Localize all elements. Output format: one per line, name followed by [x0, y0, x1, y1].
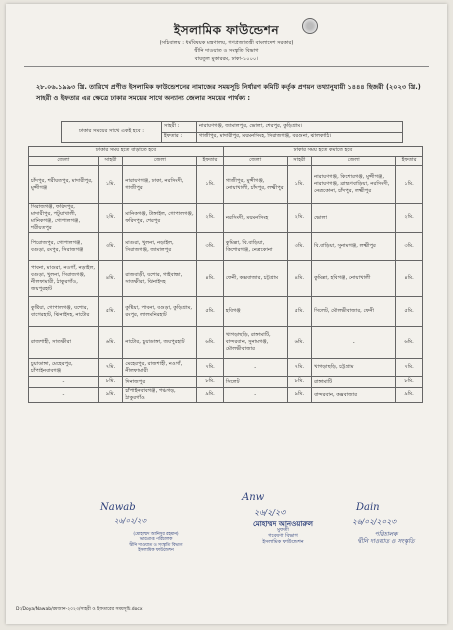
sub-iftar-districts: কুমিল্লা, হবিগঞ্জ, নোয়াখালী	[312, 261, 396, 297]
sub-iftar-districts: বি.বাড়িয়া, সুনামগঞ্জ, লক্ষ্মীপুর	[312, 233, 396, 261]
sub-iftar-districts: খাগড়াছড়ি, চট্টগ্রাম	[312, 359, 396, 377]
iftar-label: ইফতার :	[162, 132, 197, 143]
add-sahri-minutes: ৮মি.	[98, 377, 123, 388]
left-stamp-org: ইসলামিক ফাউন্ডেশন	[138, 548, 174, 554]
add-sahri-minutes: ৬মি.	[98, 327, 123, 359]
add-iftar-districts: চাঁপাইনবাবগঞ্জ, পঞ্চগড়, ঠাকুরগাঁও	[123, 388, 197, 403]
sub-iftar-districts: -	[312, 327, 396, 359]
sub-sahri-minutes: ৮মি.	[287, 377, 312, 388]
right-signature: Dain	[356, 502, 380, 513]
add-iftar-districts: নাটোর, চুয়াডাঙ্গা, জয়পুরহাট	[123, 327, 197, 359]
sub-sahri-minutes: ৯মি.	[287, 388, 312, 403]
sub-iftar-districts: ভোলা	[312, 204, 396, 233]
sub-sahri-minutes: ৭মি.	[287, 359, 312, 377]
add-iftar-minutes: ৮মি.	[197, 377, 224, 388]
sub-iftar-districts: বান্দরবান, কক্সবাজার	[312, 388, 396, 403]
sub-iftar-minutes: ৬মি.	[396, 327, 423, 359]
table-row	[29, 261, 423, 297]
right-sign-date: ২৬/০২/২০২৩	[352, 517, 397, 526]
add-iftar-districts: মেহেরপুর, রাজশাহী, নওগাঁ, নীলফামারী	[123, 359, 197, 377]
add-sahri-districts: পাবনা, মাগুরা, নওগাঁ, নড়াইল, বগুড়া, খুলনা, সিরাজগঞ্জ, নীলফামারী, ঠাকুরগাঁও, জয়পুরহাট	[29, 261, 99, 297]
add-iftar-minutes: ৯মি.	[197, 388, 224, 403]
address: বায়তুল মুকাররম, ঢাকা-১০০০।	[194, 56, 259, 62]
add-iftar-minutes: ২মি.	[197, 204, 224, 233]
org-title: ইসলামিক ফাউন্ডেশন	[173, 23, 280, 37]
middle-signature: Anw	[242, 492, 265, 503]
sub-iftar-minutes: ৭মি.	[396, 359, 423, 377]
add-iftar-minutes: ৬মি.	[197, 327, 224, 359]
summary-table	[61, 121, 403, 143]
sub-iftar-minutes: ৫মি.	[396, 297, 423, 327]
add-iftar-minutes: ৭মি.	[197, 359, 224, 377]
sub-iftar-minutes: ৩মি.	[396, 233, 423, 261]
header-subtract-time: ঢাকার সময় হতে কমাতে হবে	[223, 147, 422, 157]
col-iftar: ইফতার	[396, 156, 423, 166]
sub-sahri-districts: -	[223, 359, 287, 377]
sub-iftar-districts: সিলেট, মৌলভীবাজার, ফেনী	[312, 297, 396, 327]
right-stamp-dept: দ্বীনি দাওয়াত ও সংস্কৃতি	[357, 538, 415, 545]
middle-stamp-org: ইসলামিক ফাউন্ডেশন	[262, 539, 304, 545]
table-row	[29, 166, 423, 204]
middle-stamp-title: মুফতী	[277, 527, 289, 533]
add-sahri-districts: রাজশাহী, সাতক্ষীরা	[29, 327, 99, 359]
right-stamp-name: পরিচালক	[374, 531, 398, 538]
add-sahri-minutes: ৩মি.	[98, 233, 123, 261]
col-sahri: সাহরী	[287, 156, 312, 166]
col-district: জেলা	[223, 156, 287, 166]
right-stamp	[346, 531, 426, 545]
sub-iftar-minutes: ৪মি.	[396, 261, 423, 297]
table-row	[29, 233, 423, 261]
middle-sign-date: ২৬/২/২৩	[254, 508, 286, 517]
intro-paragraph: ২৮.০৬.১৯৯৩ খ্রি. তারিখে প্রণীত ইসলামিক ফাউন্ডেশনের নামাজের সময়সূচি নির্ধারণ কমিটি কর্তৃক প্রণয়ন তথ্যানুযায়ী ১৪৪৪ হিজরী (২০২৩ খ্রি.) সাহরী ও ইফতার এর ক্ষেত্রে ঢাকার সময়ের সাথে অন্যান্য জেলার সময়ের পার্থক্য :	[36, 83, 421, 102]
table-row	[29, 359, 423, 377]
summary-label: ঢাকার সময়ের সাথে একই হবে :	[62, 122, 162, 143]
sub-sahri-minutes: ১মি.	[287, 166, 312, 204]
table-row	[29, 327, 423, 359]
sub-sahri-districts: খাগড়াছড়ি, রাঙ্গামাটি, বান্দরবান, সুনামগঞ্জ, মৌলভীবাজার	[223, 327, 287, 359]
table-row	[29, 297, 423, 327]
add-iftar-minutes: ৪মি.	[197, 261, 224, 297]
add-sahri-minutes: ৯মি.	[98, 388, 123, 403]
sub-sahri-districts: সিলেট	[223, 377, 287, 388]
add-sahri-districts: -	[29, 388, 99, 403]
header-add-time: ঢাকার সময় হতে বাড়াতে হবে	[29, 147, 224, 157]
middle-stamp-dept: গবেষণা বিভাগ	[268, 533, 298, 539]
sub-sahri-districts: -	[223, 388, 287, 403]
middle-stamp-name: মোহাম্মদ আনওয়ারুল	[252, 520, 313, 528]
left-stamp-dept: দ্বীনি দাওয়াত ও সংস্কৃতি বিভাগ	[129, 542, 183, 548]
add-iftar-districts: মানিকগঞ্জ, টাঙ্গাইল, গোপালগঞ্জ, ফরিদপুর, শেরপুর	[123, 204, 197, 233]
add-iftar-minutes: ৩মি.	[197, 233, 224, 261]
add-iftar-districts: দিনাজপুর	[123, 377, 197, 388]
add-sahri-districts: চাঁদপুর, শরীয়তপুর, মাদারীপুর, মুন্সীগঞ্জ	[29, 166, 99, 204]
left-signature: Nawab	[100, 502, 136, 513]
sub-sahri-minutes: ২মি.	[287, 204, 312, 233]
add-sahri-districts: পিরোজপুর, গোপালগঞ্জ, বগুড়া, রংপুর, সিরাজগঞ্জ	[29, 233, 99, 261]
add-sahri-districts: -	[29, 377, 99, 388]
sahri-same-districts: নারায়ণগঞ্জ, জামালপুর, ভোলা, শেরপুর, কুড়িগ্রাম।	[197, 122, 403, 133]
add-sahri-districts: সিরাজগঞ্জ, ফরিদপুর, মাদারীপুর, পটুয়াখালী, মানিকগঞ্জ, গোপালগঞ্জ, শরীয়তপুর	[29, 204, 99, 233]
add-sahri-districts: কুষ্টিয়া, গোপালগঞ্জ, যশোর, বাগেরহাট, ঝিনাইদহ, নাটোর	[29, 297, 99, 327]
left-sign-date: ২৬/০২/২৩	[114, 517, 147, 525]
col-district: জেলা	[29, 156, 99, 166]
sub-sahri-minutes: ৫মি.	[287, 297, 312, 327]
add-iftar-districts: মাগুরা, খুলনা, নড়াইল, সিরাজগঞ্জ, জামালপুর	[123, 233, 197, 261]
col-sahri: সাহরী	[98, 156, 123, 166]
left-stamp	[96, 532, 216, 554]
document-page	[6, 4, 447, 624]
org-subtitle: (সচিবালয় : ধর্মবিষয়ক মন্ত্রণালয়, গণপ্রজাতন্ত্রী বাংলাদেশ সরকার)	[159, 40, 294, 46]
add-iftar-districts: রাজবাড়ী, যশোর, গাইবান্ধা, সাতক্ষীরা, ঝিনাইদহ	[123, 261, 197, 297]
sub-sahri-districts: ফেনী, কক্সবাজার, চট্টগ্রাম	[223, 261, 287, 297]
sub-iftar-minutes: ২মি.	[396, 204, 423, 233]
header-divider	[24, 66, 429, 67]
sub-iftar-minutes: ৯মি.	[396, 388, 423, 403]
sub-iftar-districts: রাঙ্গামাটি	[312, 377, 396, 388]
add-sahri-minutes: ২মি.	[98, 204, 123, 233]
col-district: জেলা	[312, 156, 396, 166]
sub-sahri-districts: নরসিংদী, ময়মনসিংহ	[223, 204, 287, 233]
table-row	[29, 204, 423, 233]
add-iftar-districts: কুষ্টিয়া, পাবনা, বগুড়া, কুড়িগ্রাম, রংপুর, লালমনিরহাট	[123, 297, 197, 327]
footer-file-path: D:/Doya/Nawab/রমজান-২০২৩/সাহরী ও ইফতারের সময়সূচি.docx	[16, 607, 143, 612]
sub-sahri-minutes: ৪মি.	[287, 261, 312, 297]
sub-sahri-districts: হবিগঞ্জ	[223, 297, 287, 327]
add-sahri-minutes: ১মি.	[98, 166, 123, 204]
sub-iftar-minutes: ৮মি.	[396, 377, 423, 388]
table-row	[29, 388, 423, 403]
add-iftar-minutes: ৫মি.	[197, 297, 224, 327]
left-stamp-name: (মোহাম্মদ আনিসুর রহমান)	[133, 532, 179, 537]
department: দ্বীনি দাওয়াত ও সংস্কৃতি বিভাগ	[194, 48, 259, 54]
add-sahri-minutes: ৫মি.	[98, 297, 123, 327]
col-district: জেলা	[123, 156, 197, 166]
left-stamp-title: ভারপ্রাপ্ত পরিচালক	[139, 537, 173, 543]
sub-sahri-districts: কুমিল্লা, বি.বাড়িয়া, কিশোরগঞ্জ, নেত্রকোনা	[223, 233, 287, 261]
sub-iftar-minutes: ১মি.	[396, 166, 423, 204]
add-sahri-minutes: ৪মি.	[98, 261, 123, 297]
add-sahri-districts: চুয়াডাঙ্গা, মেহেরপুর, চাঁপাইনবাবগঞ্জ	[29, 359, 99, 377]
sahri-label: সাহরী :	[162, 122, 197, 133]
sub-sahri-minutes: ৩মি.	[287, 233, 312, 261]
add-sahri-minutes: ৭মি.	[98, 359, 123, 377]
iftar-same-districts: গাজীপুর, মাদারীপুর, ময়মনসিংহ, সিরাজগঞ্জ, বরগুনা, ঝালকাঠি।	[197, 132, 403, 143]
table-row	[29, 377, 423, 388]
add-iftar-minutes: ১মি.	[197, 166, 224, 204]
middle-stamp	[228, 521, 338, 545]
col-iftar: ইফতার	[197, 156, 224, 166]
time-difference-table	[28, 146, 423, 403]
add-iftar-districts: নারায়ণগঞ্জ, ঢাকা, নরসিংদী, গাজীপুর	[123, 166, 197, 204]
sub-iftar-districts: নারায়ণগঞ্জ, কিশোরগঞ্জ, মুন্সীগঞ্জ, নারায়ণগঞ্জ, ব্রাহ্মণবাড়িয়া, নরসিংদী, নেত্রকোনা, চাঁদপুর, লক্ষ্মীপুর	[312, 166, 396, 204]
sub-sahri-districts: গাজীপুর, মুন্সীগঞ্জ, নোয়াখালী, চাঁদপুর, লক্ষ্মীপুর	[223, 166, 287, 204]
sub-sahri-minutes: ৬মি.	[287, 327, 312, 359]
